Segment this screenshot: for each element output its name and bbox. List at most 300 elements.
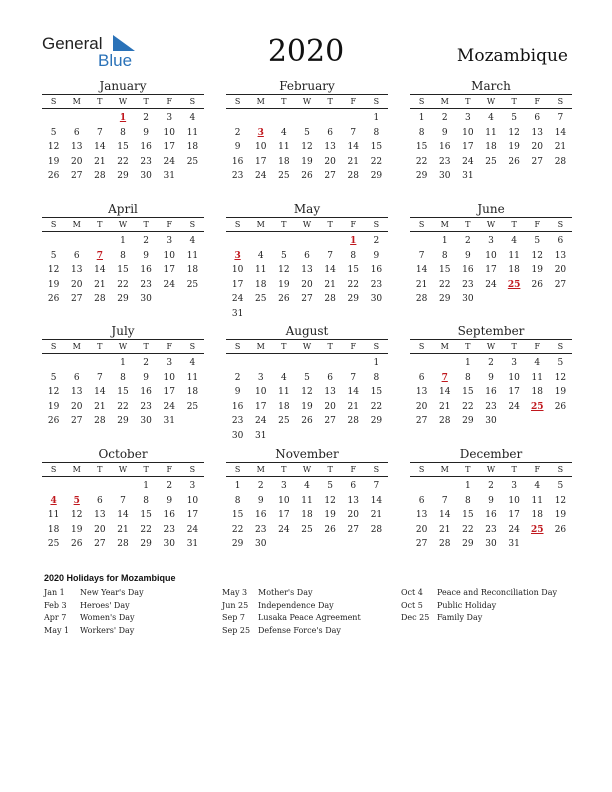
- day-cell: 6: [557, 236, 564, 246]
- day-cell: 22: [438, 279, 451, 290]
- empty-cell: [226, 234, 249, 249]
- day-cell: 15: [462, 387, 474, 398]
- day-cell: 13: [324, 142, 336, 153]
- day-cell: 24: [163, 279, 175, 290]
- holiday-row: [44, 625, 144, 638]
- day-cell: 6: [327, 372, 333, 383]
- day-cell: 3: [511, 358, 517, 368]
- day-cell: 5: [50, 127, 57, 138]
- empty-cell: [65, 479, 88, 494]
- empty-cell: [226, 356, 249, 371]
- holiday-day: 3: [257, 127, 264, 138]
- day-cell: 27: [415, 539, 428, 550]
- day-cell: 2: [464, 236, 471, 246]
- day-cell: 21: [117, 524, 129, 535]
- day-cell: 15: [415, 142, 428, 153]
- day-cell: 28: [415, 294, 428, 305]
- day-cell: 7: [120, 495, 126, 506]
- weekday-label: T: [465, 97, 471, 106]
- day-cell: 26: [47, 416, 60, 427]
- empty-cell: [111, 479, 134, 494]
- holiday-row: [401, 587, 557, 600]
- day-cell: 26: [278, 294, 290, 305]
- empty-cell: [249, 356, 272, 371]
- holiday-row: [222, 612, 361, 625]
- day-cell: 18: [278, 156, 290, 167]
- day-cell: 10: [508, 495, 520, 506]
- day-cell: 3: [464, 113, 471, 123]
- day-cell: 24: [254, 416, 267, 427]
- day-cell: 4: [280, 127, 287, 138]
- day-cell: 25: [278, 171, 290, 182]
- day-cell: 15: [117, 387, 129, 398]
- empty-cell: [249, 111, 272, 126]
- holiday-name: Defense Force's Day: [258, 625, 341, 635]
- day-cell: 2: [441, 113, 448, 123]
- day-cell: 8: [373, 127, 380, 138]
- day-cell: 22: [370, 156, 383, 167]
- day-cell: 7: [441, 495, 448, 506]
- empty-cell: [295, 356, 318, 371]
- day-cell: 12: [324, 495, 336, 506]
- weekday-label: S: [557, 220, 564, 229]
- day-cell: 13: [554, 250, 567, 261]
- day-cell: 10: [186, 495, 199, 506]
- day-cell: 9: [488, 495, 494, 506]
- day-cell: 25: [186, 156, 199, 167]
- weekday-label: W: [302, 220, 312, 229]
- day-cell: 1: [464, 481, 471, 491]
- day-cell: 19: [47, 156, 60, 167]
- day-cell: 11: [485, 127, 497, 138]
- day-cell: 29: [415, 171, 428, 182]
- day-cell: 12: [531, 250, 543, 261]
- day-cell: 15: [140, 510, 152, 521]
- day-cell: 27: [94, 539, 106, 550]
- weekday-label: S: [189, 97, 196, 106]
- empty-cell: [433, 356, 456, 371]
- day-cell: 15: [370, 387, 383, 398]
- holiday-date: Oct 5: [401, 600, 423, 610]
- day-cell: 11: [301, 495, 313, 506]
- day-cell: 16: [231, 401, 244, 412]
- day-cell: 6: [73, 127, 80, 138]
- day-cell: 25: [186, 279, 199, 290]
- weekday-header: [226, 462, 388, 477]
- day-cell: 23: [438, 156, 451, 167]
- day-cell: 10: [254, 387, 267, 398]
- day-cell: 19: [70, 524, 83, 535]
- day-cell: 1: [441, 236, 448, 246]
- day-cell: 19: [301, 401, 313, 412]
- day-cell: 8: [418, 127, 425, 138]
- day-cell: 30: [140, 416, 152, 427]
- weekday-header: [226, 339, 388, 354]
- day-cell: 29: [140, 539, 152, 550]
- day-cell: 25: [485, 156, 497, 167]
- day-cell: 11: [278, 387, 290, 398]
- empty-cell: [65, 111, 88, 126]
- holiday-day: 25: [531, 401, 544, 412]
- day-cell: 6: [327, 127, 333, 138]
- weekday-label: S: [50, 342, 57, 351]
- day-cell: 4: [534, 358, 541, 368]
- weekday-label: W: [118, 220, 128, 229]
- day-cell: 24: [462, 156, 474, 167]
- day-cell: 9: [373, 250, 380, 261]
- weekday-label: T: [327, 220, 333, 229]
- day-cell: 4: [257, 250, 264, 261]
- holiday-day: 1: [119, 113, 127, 123]
- day-cell: 18: [186, 387, 199, 398]
- weekday-label: W: [302, 342, 312, 351]
- day-cell: 11: [47, 510, 60, 521]
- day-cell: 1: [418, 113, 425, 123]
- day-cell: 8: [120, 127, 126, 138]
- day-cell: 8: [464, 495, 471, 506]
- day-cell: 17: [163, 387, 175, 398]
- month-title: March: [471, 79, 511, 93]
- month-february: [226, 79, 388, 184]
- empty-cell: [342, 356, 365, 371]
- day-cell: 26: [531, 279, 543, 290]
- day-cell: 20: [301, 279, 313, 290]
- day-cell: 20: [94, 524, 106, 535]
- day-cell: 29: [462, 416, 474, 427]
- day-cell: 25: [278, 416, 290, 427]
- day-cell: 28: [438, 416, 451, 427]
- day-cell: 9: [257, 495, 264, 506]
- day-cell: 12: [47, 265, 60, 276]
- day-cell: 13: [70, 387, 83, 398]
- day-cell: 2: [143, 113, 149, 123]
- day-cell: 21: [324, 279, 336, 290]
- holiday-date: Sep 25: [222, 625, 251, 635]
- day-cell: 25: [47, 539, 60, 550]
- day-cell: 12: [70, 510, 83, 521]
- day-cell: 18: [254, 279, 267, 290]
- day-cell: 4: [189, 113, 196, 123]
- day-cell: 8: [234, 495, 241, 506]
- empty-cell: [249, 234, 272, 249]
- day-cell: 21: [554, 142, 567, 153]
- weekday-label: M: [256, 220, 265, 229]
- day-cell: 20: [531, 142, 543, 153]
- weekday-label: M: [72, 220, 81, 229]
- day-cell: 13: [324, 387, 336, 398]
- day-cell: 6: [418, 495, 425, 506]
- day-cell: 9: [166, 495, 173, 506]
- day-cell: 29: [347, 294, 359, 305]
- empty-cell: [88, 234, 111, 249]
- day-grid: [410, 479, 572, 552]
- month-august: [226, 324, 388, 444]
- day-cell: 8: [464, 372, 471, 383]
- day-cell: 3: [166, 358, 173, 368]
- month-november: [226, 447, 388, 552]
- day-cell: 20: [70, 401, 83, 412]
- day-cell: 9: [143, 372, 149, 383]
- day-cell: 10: [163, 250, 175, 261]
- day-cell: 21: [438, 524, 451, 535]
- weekday-label: W: [302, 465, 312, 474]
- weekday-label: F: [350, 220, 357, 229]
- day-cell: 30: [438, 171, 451, 182]
- day-cell: 26: [47, 171, 60, 182]
- day-cell: 30: [231, 430, 244, 441]
- day-cell: 22: [140, 524, 152, 535]
- month-title: February: [279, 79, 335, 93]
- day-cell: 14: [94, 387, 106, 398]
- empty-cell: [319, 111, 342, 126]
- day-cell: 22: [117, 156, 129, 167]
- day-cell: 22: [415, 156, 428, 167]
- day-cell: 30: [462, 294, 474, 305]
- day-cell: 6: [304, 250, 310, 261]
- weekday-header: [410, 217, 572, 232]
- weekday-label: F: [534, 342, 541, 351]
- weekday-label: F: [166, 342, 173, 351]
- weekday-label: T: [143, 342, 149, 351]
- weekday-label: T: [143, 465, 149, 474]
- weekday-label: S: [418, 97, 425, 106]
- empty-cell: [42, 111, 65, 126]
- day-grid: [410, 111, 572, 184]
- day-cell: 26: [70, 539, 83, 550]
- weekday-label: W: [302, 97, 312, 106]
- weekday-label: S: [557, 342, 564, 351]
- weekday-header: [42, 94, 204, 109]
- day-cell: 15: [370, 142, 383, 153]
- day-cell: 13: [94, 510, 106, 521]
- day-cell: 14: [438, 387, 451, 398]
- holiday-date: Jun 25: [222, 600, 249, 610]
- weekday-label: S: [373, 342, 380, 351]
- holiday-name: Family Day: [437, 613, 483, 622]
- holiday-date: Dec 25: [401, 613, 430, 622]
- day-cell: 26: [301, 171, 313, 182]
- weekday-header: [42, 339, 204, 354]
- day-cell: 11: [531, 495, 543, 506]
- holiday-day: 4: [50, 495, 57, 506]
- weekday-header: [226, 217, 388, 232]
- holiday-row: [401, 612, 557, 625]
- day-cell: 6: [73, 372, 80, 383]
- holiday-date: Feb 3: [44, 600, 67, 610]
- empty-cell: [88, 111, 111, 126]
- day-cell: 8: [373, 372, 380, 383]
- day-cell: 5: [50, 372, 57, 383]
- empty-cell: [88, 356, 111, 371]
- day-cell: 25: [254, 294, 267, 305]
- day-cell: 28: [438, 539, 451, 550]
- day-cell: 1: [120, 358, 126, 368]
- day-cell: 28: [370, 524, 383, 535]
- weekday-label: S: [50, 97, 57, 106]
- empty-cell: [65, 356, 88, 371]
- weekday-label: T: [281, 342, 287, 351]
- weekday-label: T: [465, 220, 471, 229]
- day-cell: 23: [485, 401, 497, 412]
- weekday-label: S: [234, 342, 241, 351]
- weekday-label: F: [534, 97, 541, 106]
- day-cell: 23: [140, 401, 152, 412]
- month-april: [42, 202, 204, 307]
- empty-cell: [226, 111, 249, 126]
- day-cell: 19: [508, 142, 520, 153]
- day-cell: 20: [554, 265, 567, 276]
- weekday-label: S: [234, 220, 241, 229]
- day-grid: [410, 356, 572, 429]
- day-cell: 29: [438, 294, 451, 305]
- weekday-label: F: [350, 97, 357, 106]
- day-cell: 29: [231, 539, 244, 550]
- weekday-label: S: [557, 465, 564, 474]
- day-cell: 28: [324, 294, 336, 305]
- holiday-date: Sep 7: [222, 613, 245, 622]
- weekday-label: S: [557, 97, 564, 106]
- month-title: May: [293, 202, 321, 216]
- holiday-day: 25: [531, 524, 544, 535]
- day-cell: 18: [278, 401, 290, 412]
- day-cell: 11: [508, 250, 520, 261]
- day-cell: 25: [186, 401, 199, 412]
- day-cell: 29: [370, 171, 383, 182]
- day-cell: 21: [347, 401, 359, 412]
- day-cell: 23: [485, 524, 497, 535]
- day-cell: 27: [70, 416, 83, 427]
- day-cell: 20: [415, 401, 428, 412]
- day-cell: 18: [485, 142, 497, 153]
- day-cell: 16: [140, 265, 152, 276]
- holiday-name: New Year's Day: [80, 588, 144, 597]
- empty-cell: [319, 356, 342, 371]
- weekday-label: S: [373, 465, 380, 474]
- day-cell: 16: [163, 510, 175, 521]
- day-cell: 16: [254, 510, 267, 521]
- weekday-label: S: [373, 220, 380, 229]
- day-cell: 6: [73, 250, 80, 261]
- day-grid: [226, 234, 388, 322]
- day-cell: 10: [462, 127, 474, 138]
- month-title: November: [275, 447, 339, 461]
- weekday-label: T: [143, 220, 149, 229]
- day-cell: 18: [531, 510, 543, 521]
- day-cell: 14: [324, 265, 336, 276]
- holiday-name: Lusaka Peace Agreement: [258, 613, 361, 622]
- day-cell: 14: [347, 142, 359, 153]
- holiday-row: [44, 600, 144, 613]
- day-cell: 9: [488, 372, 494, 383]
- holiday-name: Workers' Day: [80, 625, 135, 635]
- day-cell: 7: [96, 372, 103, 383]
- day-cell: 12: [47, 387, 60, 398]
- day-cell: 19: [278, 279, 290, 290]
- day-cell: 21: [347, 156, 359, 167]
- day-cell: 19: [301, 156, 313, 167]
- day-cell: 24: [508, 401, 520, 412]
- weekday-label: S: [50, 220, 57, 229]
- day-cell: 22: [462, 401, 474, 412]
- month-title: January: [99, 79, 147, 93]
- day-cell: 2: [234, 127, 241, 138]
- weekday-label: W: [118, 342, 128, 351]
- day-cell: 7: [96, 127, 103, 138]
- day-cell: 31: [231, 308, 244, 319]
- day-cell: 7: [557, 113, 564, 123]
- day-cell: 26: [508, 156, 520, 167]
- weekday-label: S: [189, 465, 196, 474]
- day-cell: 11: [186, 250, 199, 261]
- day-grid: [226, 479, 388, 552]
- weekday-header: [42, 217, 204, 232]
- day-cell: 15: [117, 265, 129, 276]
- day-cell: 3: [488, 236, 494, 246]
- holiday-date: Jan 1: [44, 588, 65, 597]
- day-cell: 30: [370, 294, 383, 305]
- day-cell: 2: [166, 481, 173, 491]
- day-cell: 1: [464, 358, 471, 368]
- holidays-title: 2020 Holidays for Mozambique: [44, 573, 176, 583]
- day-cell: 16: [485, 510, 497, 521]
- day-grid: [42, 234, 204, 307]
- day-cell: 4: [511, 236, 517, 246]
- day-cell: 19: [47, 279, 60, 290]
- day-cell: 23: [140, 156, 152, 167]
- day-cell: 10: [163, 372, 175, 383]
- empty-cell: [295, 234, 318, 249]
- day-cell: 12: [278, 265, 290, 276]
- empty-cell: [272, 234, 295, 249]
- weekday-label: S: [189, 342, 196, 351]
- weekday-label: T: [465, 342, 471, 351]
- day-cell: 23: [462, 279, 474, 290]
- holiday-date: Apr 7: [44, 613, 67, 622]
- day-cell: 9: [234, 387, 241, 398]
- day-cell: 22: [117, 401, 129, 412]
- day-cell: 29: [117, 294, 129, 305]
- month-january: [42, 79, 204, 184]
- day-cell: 26: [554, 401, 567, 412]
- day-cell: 11: [186, 127, 199, 138]
- empty-cell: [42, 234, 65, 249]
- day-cell: 30: [254, 539, 267, 550]
- day-cell: 17: [186, 510, 199, 521]
- day-cell: 10: [485, 250, 497, 261]
- day-cell: 11: [254, 265, 267, 276]
- month-march: [410, 79, 572, 184]
- day-cell: 5: [534, 236, 541, 246]
- day-cell: 11: [531, 372, 543, 383]
- weekday-header: [410, 94, 572, 109]
- day-cell: 20: [415, 524, 428, 535]
- day-cell: 14: [554, 127, 567, 138]
- day-cell: 18: [186, 142, 199, 153]
- weekday-label: W: [118, 465, 128, 474]
- day-cell: 16: [485, 387, 497, 398]
- day-cell: 13: [347, 495, 359, 506]
- day-cell: 30: [485, 539, 497, 550]
- weekday-label: S: [189, 220, 196, 229]
- day-cell: 15: [231, 510, 244, 521]
- weekday-label: T: [511, 465, 517, 474]
- weekday-label: M: [440, 97, 449, 106]
- day-cell: 3: [257, 372, 264, 383]
- day-cell: 19: [531, 265, 543, 276]
- weekday-label: W: [486, 342, 496, 351]
- day-cell: 21: [94, 156, 106, 167]
- day-cell: 5: [511, 113, 517, 123]
